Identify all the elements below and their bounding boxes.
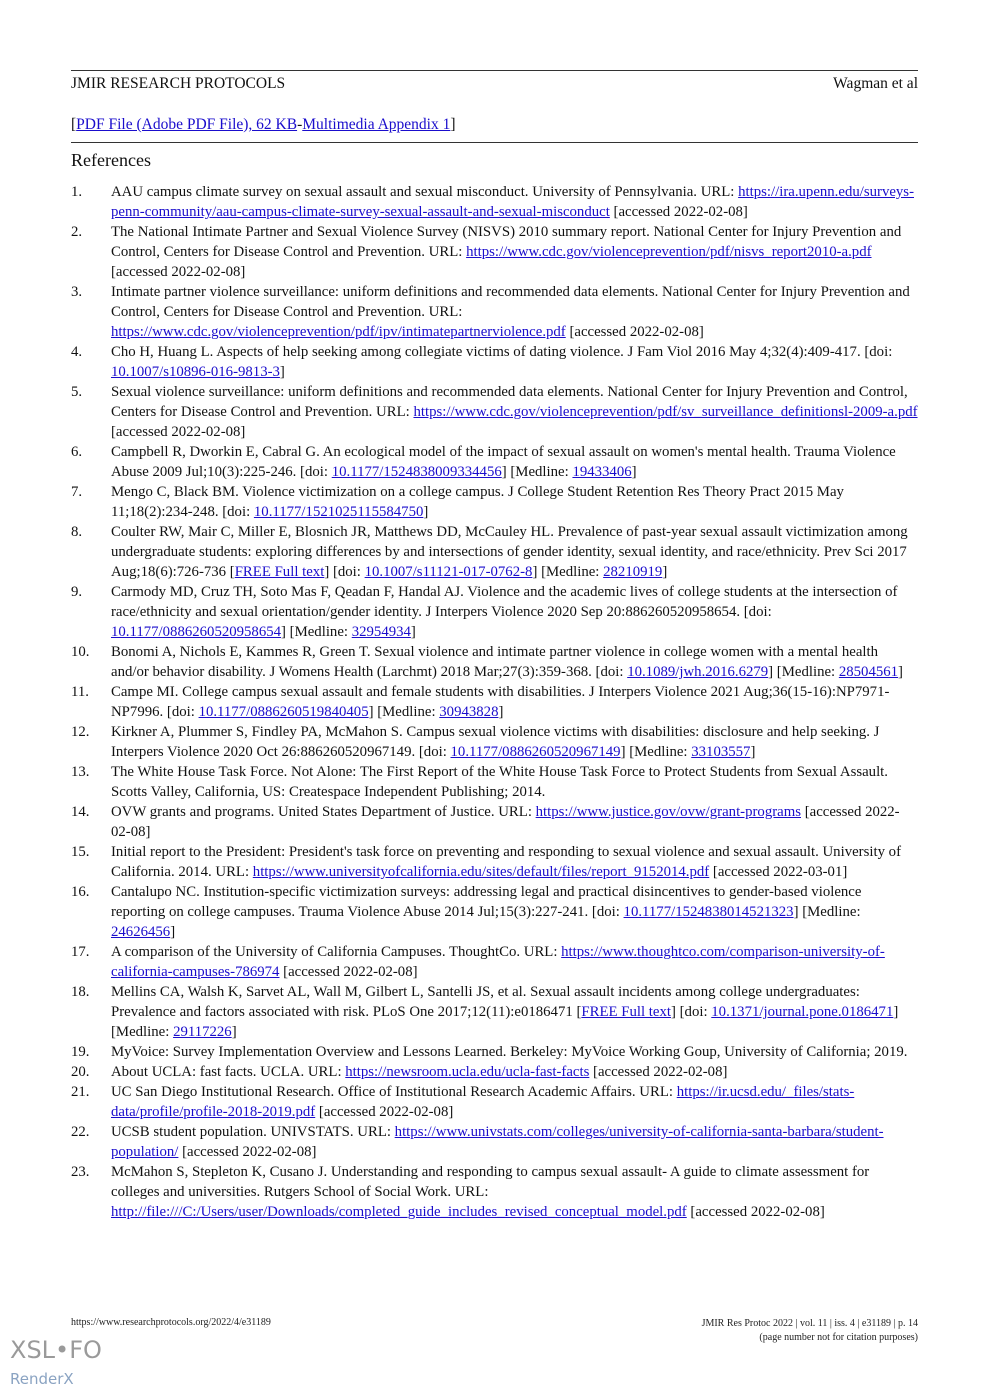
reference-segment: Campbell R, Dworkin E, Cabral G. An ecological model of the impact of sexual assault on women's mental health. Trauma Violence Abuse 2009 Jul;10(3):225-246. [doi:: [111, 444, 896, 480]
reference-link[interactable]: 10.1371/journal.pone.0186471: [711, 1004, 894, 1020]
reference-text: [111, 982, 918, 1042]
reference-number: 21.: [71, 1084, 90, 1100]
reference-number: 23.: [71, 1164, 90, 1180]
reference-link[interactable]: FREE Full text: [581, 1004, 671, 1020]
reference-number: 17.: [71, 944, 90, 960]
reference-segment: [accessed 2022-02-08]: [589, 1064, 728, 1080]
reference-item: [71, 342, 918, 382]
reference-link[interactable]: https://www.universityofcalifornia.edu/sites/default/files/report_9152014.pdf: [252, 864, 710, 880]
reference-link[interactable]: 10.1177/1521025115584750: [253, 504, 424, 520]
reference-number: 1.: [71, 184, 83, 200]
reference-segment: [accessed 2022-02-08]: [686, 1204, 825, 1220]
appendix-line: [71, 116, 456, 134]
reference-link[interactable]: https://www.thoughtco.com/comparison-university-of-california-campuses-786974: [111, 944, 885, 980]
reference-segment: ]: [231, 1024, 237, 1040]
reference-link[interactable]: 28504561: [838, 664, 899, 680]
reference-text: [111, 802, 918, 842]
reference-text: [111, 482, 918, 522]
footer-url: https://www.researchprotocols.org/2022/4/e31189: [71, 1317, 271, 1328]
reference-text: [111, 682, 918, 722]
reference-item: [71, 442, 918, 482]
appendix-pdf-link[interactable]: PDF File (Adobe PDF File), 62 KB: [76, 116, 298, 133]
reference-segment: [accessed 2022-02-08]: [111, 264, 246, 280]
reference-text: [111, 182, 918, 222]
reference-segment: ] [Medline:: [281, 624, 352, 640]
reference-item: [71, 802, 918, 842]
reference-text: [111, 642, 918, 682]
reference-segment: Kirkner A, Plummer S, Findley PA, McMahon S. Campus sexual violence victims with disabilities: disclosure and help seeking. J Interpers Violence 2020 Oct 26:886260520967149. [doi:: [111, 724, 880, 760]
reference-text: [111, 582, 918, 642]
footer-citation: [702, 1317, 918, 1345]
renderx-logo: RenderX: [10, 1370, 74, 1388]
reference-number: 15.: [71, 844, 90, 860]
reference-text: [111, 842, 918, 882]
reference-item: [71, 282, 918, 342]
reference-item: [71, 982, 918, 1042]
reference-item: [71, 1082, 918, 1122]
page-number-note: (page number not for citation purposes): [759, 1332, 918, 1343]
reference-number: 18.: [71, 984, 90, 1000]
reference-segment: ] [Medline:: [793, 904, 861, 920]
reference-segment: [accessed 2022-02-08]: [178, 1144, 317, 1160]
reference-segment: MyVoice: Survey Implementation Overview and Lessons Learned. Berkeley: MyVoice Working Goup, University of California; 2019.: [111, 1044, 908, 1060]
reference-item: [71, 522, 918, 582]
reference-item: [71, 1162, 918, 1222]
reference-number: 22.: [71, 1124, 90, 1140]
multimedia-appendix-link[interactable]: Multimedia Appendix 1: [302, 116, 451, 133]
reference-text: [111, 1062, 918, 1082]
reference-segment: Carmody MD, Cruz TH, Soto Mas F, Qeadan F, Handal AJ. Violence and the academic lives of college students at the intersection of race/ethnicity and sexual orientation/gender identity. J Interpers Violence 2020 Sep 20:886260520958654. [doi:: [111, 584, 898, 620]
reference-number: 12.: [71, 724, 90, 740]
reference-segment: ]: [498, 704, 504, 720]
reference-link[interactable]: https://newsroom.ucla.edu/ucla-fast-facts: [345, 1064, 590, 1080]
reference-item: [71, 1122, 918, 1162]
reference-segment: ] [Medline:: [111, 1004, 899, 1040]
reference-segment: [accessed 2022-02-08]: [609, 204, 748, 220]
reference-segment: ] [Medline:: [532, 564, 604, 580]
reference-segment: Coulter RW, Mair C, Miller E, Blosnich JR, Matthews DD, McCauley HL. Prevalence of past-year sexual assault victimization among undergraduate students: exploring differences by and intersections of gender identity, sexual identity, and race/ethnicity. Prev Sci 2017 Aug;18(6):726-736 [: [111, 524, 908, 580]
header-rule: [71, 70, 918, 71]
reference-link[interactable]: 19433406: [572, 464, 632, 480]
reference-segment: ]: [279, 364, 285, 380]
reference-text: [111, 522, 918, 582]
appendix-dash: -: [297, 116, 303, 133]
reference-segment: Bonomi A, Nichols E, Kammes R, Green T. Sexual violence and intimate partner violence in college women with a mental health and/or behavior disability. J Womens Health (Larchmt) 2018 Mar;27(3):359-368. [doi:: [111, 644, 879, 680]
reference-number: 13.: [71, 764, 90, 780]
reference-number: 9.: [71, 584, 83, 600]
reference-link[interactable]: https://www.cdc.gov/violenceprevention/pdf/sv_surveillance_definitionsl-2009-a.pdf: [413, 404, 918, 420]
citation-text: JMIR Res Protoc 2022 | vol. 11 | iss. 4 | e31189 | p. 14: [701, 1318, 918, 1329]
reference-segment: ]: [631, 464, 637, 480]
reference-item: [71, 182, 918, 222]
reference-segment: ] [Medline:: [620, 744, 692, 760]
reference-link[interactable]: 33103557: [691, 744, 751, 760]
reference-segment: The National Intimate Partner and Sexual Violence Survey (NISVS) 2010 summary report. National Center for Injury Prevention and Control, Centers for Disease Control and Prevention. URL:: [111, 224, 902, 260]
reference-item: [71, 762, 918, 802]
reference-link[interactable]: https://www.justice.gov/ovw/grant-programs: [535, 804, 801, 820]
reference-segment: [accessed 2022-02-08]: [315, 1104, 454, 1120]
reference-item: [71, 942, 918, 982]
reference-link[interactable]: https://ira.upenn.edu/surveys-penn-community/aau-campus-climate-survey-sexual-assault-and-sexual-misconduct: [111, 184, 914, 220]
reference-link[interactable]: 10.1007/s10896-016-9813-3: [111, 364, 280, 380]
reference-text: [111, 762, 918, 802]
reference-segment: ]: [898, 664, 903, 680]
references-list: [71, 182, 918, 1222]
reference-text: [111, 1042, 918, 1062]
reference-item: [71, 722, 918, 762]
reference-item: [71, 582, 918, 642]
reference-number: 10.: [71, 644, 90, 660]
reference-link[interactable]: FREE Full text: [234, 564, 325, 580]
reference-link[interactable]: 10.1177/1524838009334456: [331, 464, 502, 480]
reference-number: 19.: [71, 1044, 90, 1060]
reference-item: [71, 842, 918, 882]
reference-link[interactable]: http://file:///C:/Users/user/Downloads/completed_guide_includes_revised_conceptual_model.pdf: [111, 1204, 687, 1220]
reference-segment: UCSB student population. UNIVSTATS. URL:: [111, 1124, 395, 1140]
reference-item: [71, 682, 918, 722]
running-header: [71, 75, 918, 93]
reference-segment: Sexual violence surveillance: uniform definitions and recommended data elements. National Center for Injury Prevention and Control, Centers for Disease Control and Prevention. URL:: [111, 384, 908, 420]
reference-segment: Campe MI. College campus sexual assault and female students with disabilities. J Interpers Violence 2021 Aug;36(15-16):NP7971-NP7996. [doi:: [111, 684, 890, 720]
reference-number: 14.: [71, 804, 90, 820]
reference-segment: ]: [662, 564, 668, 580]
journal-name: JMIR RESEARCH PROTOCOLS: [71, 75, 286, 92]
reference-link[interactable]: https://www.cdc.gov/violenceprevention/pdf/ipv/intimatepartnerviolence.pdf: [111, 324, 566, 340]
reference-link[interactable]: 10.1177/1524838014521323: [623, 904, 794, 920]
reference-link[interactable]: https://www.cdc.gov/violenceprevention/pdf/nisvs_report2010-a.pdf: [466, 244, 872, 260]
reference-number: 20.: [71, 1064, 90, 1080]
reference-link[interactable]: 10.1177/0886260520958654: [111, 624, 282, 640]
reference-text: [111, 442, 918, 482]
reference-segment: The White House Task Force. Not Alone: The First Report of the White House Task Force to Protect Students from Sexual Assault. Scotts Valley, California, US: Createspace Independent Publishing; 2014.: [111, 764, 888, 800]
reference-segment: ]: [750, 744, 756, 760]
reference-link[interactable]: 10.1177/0886260520967149: [450, 744, 621, 760]
reference-text: [111, 942, 918, 982]
reference-segment: Mengo C, Black BM. Violence victimization on a college campus. J College Student Retention Res Theory Pract 2015 May 11;18(2):234-248. [doi:: [111, 484, 844, 520]
reference-segment: Cantalupo NC. Institution-specific victimization surveys: addressing legal and practical disincentives to gender-based violence reporting on college campuses. Trauma Violence Abuse 2014 Jul;15(3):227-241. [doi:: [111, 884, 862, 920]
reference-segment: A comparison of the University of California Campuses. ThoughtCo. URL:: [111, 944, 562, 960]
reference-segment: AAU campus climate survey on sexual assault and sexual misconduct. University of Pennsylvania. URL:: [111, 184, 739, 200]
reference-segment: [accessed 2022-02-08]: [111, 804, 900, 840]
reference-number: 6.: [71, 444, 83, 460]
reference-item: [71, 382, 918, 442]
reference-link[interactable]: 30943828: [439, 704, 499, 720]
reference-segment: UC San Diego Institutional Research. Office of Institutional Research Academic Affairs. URL:: [111, 1084, 677, 1100]
reference-number: 8.: [71, 524, 83, 540]
reference-number: 16.: [71, 884, 90, 900]
reference-link[interactable]: 32954934: [351, 624, 411, 640]
reference-segment: [accessed 2022-02-08]: [279, 964, 418, 980]
reference-text: [111, 1122, 918, 1162]
reference-segment: ] [doi:: [671, 1004, 712, 1020]
reference-number: 5.: [71, 384, 83, 400]
reference-link[interactable]: 10.1089/jwh.2016.6279: [627, 664, 769, 680]
reference-segment: Mellins CA, Walsh K, Sarvet AL, Wall M, Gilbert L, Santelli JS, et al. Sexual assault incidents among college undergraduates: Prevalence and factors associated with risk. PLoS One 2017;12(11):e0186471 [: [111, 984, 860, 1020]
reference-link[interactable]: 28210919: [603, 564, 663, 580]
reference-number: 2.: [71, 224, 83, 240]
reference-link[interactable]: 10.1177/0886260519840405: [198, 704, 369, 720]
reference-item: [71, 1042, 918, 1062]
reference-item: [71, 1062, 918, 1082]
reference-segment: ]: [170, 924, 176, 940]
reference-segment: Initial report to the President: President's task force on preventing and responding to sexual violence and sexual assault. University of California. 2014. URL:: [111, 844, 901, 880]
reference-segment: ] [Medline:: [368, 704, 440, 720]
reference-text: [111, 882, 918, 942]
reference-text: [111, 342, 918, 382]
bracket-open: [: [71, 116, 77, 133]
reference-item: [71, 642, 918, 682]
reference-text: [111, 1082, 918, 1122]
reference-segment: Cho H, Huang L. Aspects of help seeking among collegiate victims of dating violence. J Fam Viol 2016 May 4;32(4):409-417. [doi:: [111, 344, 893, 360]
reference-item: [71, 222, 918, 282]
reference-segment: About UCLA: fast facts. UCLA. URL:: [111, 1064, 346, 1080]
reference-link[interactable]: https://ir.ucsd.edu/_files/stats-data/profile/profile-2018-2019.pdf: [111, 1084, 855, 1120]
reference-number: 11.: [71, 684, 89, 700]
reference-text: [111, 382, 918, 442]
reference-segment: McMahon S, Stepleton K, Cusano J. Understanding and responding to campus sexual assault- A guide to climate assessment for colleges and universities. Rutgers School of Social Work. URL:: [111, 1164, 870, 1200]
reference-segment: OVW grants and programs. United States Department of Justice. URL:: [111, 804, 536, 820]
reference-segment: ]: [410, 624, 416, 640]
reference-segment: Intimate partner violence surveillance: uniform definitions and recommended data elements. National Center for Injury Prevention and Control, Centers for Disease Control and Prevention. URL:: [111, 284, 910, 320]
bracket-close: ]: [450, 116, 456, 133]
reference-number: 7.: [71, 484, 83, 500]
reference-segment: [accessed 2022-03-01]: [709, 864, 848, 880]
reference-text: [111, 1162, 918, 1222]
reference-segment: ] [Medline:: [768, 664, 839, 680]
reference-link[interactable]: https://www.univstats.com/colleges/university-of-california-santa-barbara/student-population/: [111, 1124, 884, 1160]
reference-segment: ] [Medline:: [501, 464, 573, 480]
reference-item: [71, 882, 918, 942]
reference-segment: ]: [423, 504, 429, 520]
reference-item: [71, 482, 918, 522]
references-heading: References: [71, 150, 151, 170]
reference-number: 4.: [71, 344, 83, 360]
reference-link[interactable]: 10.1007/s11121-017-0762-8: [364, 564, 533, 580]
reference-text: [111, 222, 918, 282]
reference-text: [111, 722, 918, 762]
reference-link[interactable]: 24626456: [111, 924, 171, 940]
reference-text: [111, 282, 918, 342]
reference-segment: [accessed 2022-02-08]: [111, 424, 246, 440]
reference-segment: [accessed 2022-02-08]: [565, 324, 704, 340]
reference-number: 3.: [71, 284, 83, 300]
section-rule: [71, 142, 918, 143]
xslfo-logo: XSL•FO: [10, 1336, 102, 1364]
reference-segment: ] [doi:: [324, 564, 365, 580]
author-names: Wagman et al: [833, 75, 918, 92]
reference-link[interactable]: 29117226: [173, 1024, 232, 1040]
